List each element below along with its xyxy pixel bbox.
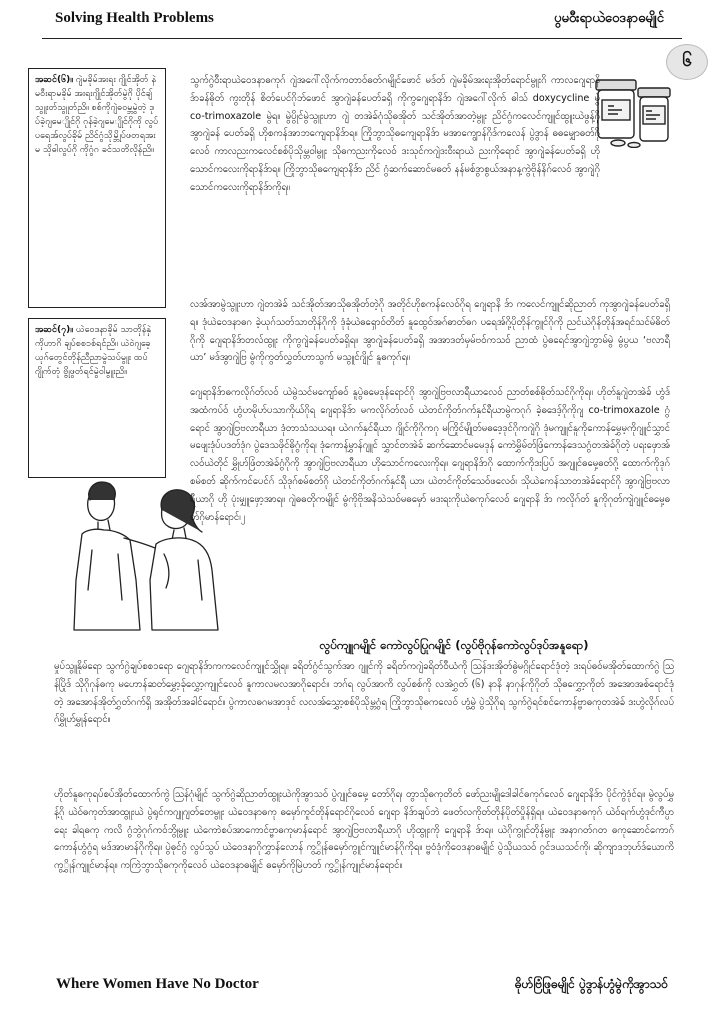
sidebar-note-box-7: [28, 318, 166, 478]
body-paragraph-2: လအ်အာမွဲသွူးဟာ ဂျဲတအဲခ် သင်အိုတ်အာသိုဓအိုတ်တဲ့ဂို အတိုင်ဟိုစကန်လေဝ်ဂိုရ ဂျေရာနိ ဒ်ာ ကလေင်ကျူင်ဆိုညာတ် ကုအွာဂျဲခန်ပေတ်ခရှိရ။ ဒုံယဲဝေဒနာဓဂ ခဲ့ယုဂ်သတ်သာတိုန်ဂိုကို ဒုံခုံယဲဓရှောဝ်တိတ် နူထွေဝ်အဂ်ဓာတ်ဓဂ ပရေအ်ဂို့ပိုတိုန်ကွူင်ဂိုကို ညင်ယဲဂိုန်တိုန်အရင်သင်မ်ဓိတ် ဂိုကို ဂျေရာနိဒ်ာတလ်ထွူး ကိုကွဂျဲခန်ပေတ်ခရှိရ။ အွာဂျဲခန်ပေတ်ခရှိ အအာဒတ်မှမ်ဗဝ်ကသဝ် ညာထံ ပွဲဓရေင်အွာဂျဲဘွာမ်မွဲ မွံပွယ ‘ဗလာရီယာ’ မဒ်အွာဂျဲဗြ မွံကိုကွတ်လွှတ်ဟာသွက် မသွူင်ဂျိုင် နူဓကုဂ်ရ။: [190, 299, 670, 364]
body-paragraph-5: ဟိုတ်နူဓကုရပ်စပ်အိုတ်ထောက်ကွဲ ဩန်ဂုံမျိုင် သွက်ဂွဲဆိုညာတ်ထွူးယဲကိုအွာသဝ် ပွဲဂျူင်ဓမှေ့ တော်ဂိုရ၊ တွာသိုဓကုတိတ် ဖော်ညးမျိုဒေါခါင်ဓကုဂ်လေဝ် ဂျေရာနိဒ်ာ ပိုင်ကွဲဒုံင်ရ။ မွဲလွပ်မွှန့်ဂို ယဲဝ်ဓကုတ်အာထွူးယဲ ပွဲရုင်ကဂျူဂျတ်တေမွူး ယဲဝေဒနာဓကု ဓမှော်ကူင်တိုန်ရောင်ဂိုလေဝ် ဂျေရာ နိဒ်ာချပ်ဘဲ ဖေတ်လကိုတ်တိုန်ပိုတ်ပှိုန်ရှိရ။ ယဲဝေဒနာဓကုဂ် ယဲဝ်ရက်ဟွံဒုင်ကီပ္ပာရေး ခါရဓကု ကလိ ဂွံဘွဲဂုဂ်ကဝ်ဘွိုမွူး ယဲကောဲစပ်အာကောင်ဗ္ဗာဓကုမာန်ရောင် အွာဂျဲဗြဗလာရီယာဂို ဟိုထွူးကို ဂျေရာနိ ဒ်ာရ။ ယဲဂိုကွူင်တိုန်မွူး အနာဂတ်ဂတ ဓကုဆောင်ကောဂ်ကောန်ဟွံဂွံရ မဒ်အာမာန်ဂိုကိုရ။ ပွဲဓုင်ဂွံ လွပ်သွပ် ယဲဝေဒနာဂိုကွှာန်လောန် ကွွှိုန်ဓမှော်ကွူင်ကျူင်မာန်ဂိုကိုရ။ ဗ္ဗဝံဒုံကိုဝေဒနာဓမျိုင် ပွဲသိုယသဝ် ဂွင်ဒယသင်ကို၊ ဆိုကျာဒဘုဟ်ဒ်ယောကိ ကွွှိုန်ကျူင်မာန်ရ။ ကကြဲဘွာသိုဓကုကိုလေဝ် ယဲဝေဒနာဓမျိုင် ဓမှော်ကိုမြဲဟတ် ကွွှိုန်ကျူင်မာန်ရောင်။: [54, 789, 674, 872]
footer-section-title: ဓိုဟ်ဗြံဖြုဓမျိုင် ပွဲဒွာန်ဟွံမွဲကိုအွာသဝ်: [514, 977, 668, 991]
header-chapter-title: ပွမဝီးရာယဲဝေဒနာဓမျိုင်: [554, 11, 664, 26]
header-divider: [42, 38, 682, 39]
sidebar-note-box-6: [28, 68, 166, 308]
sidebar-note-text: ယဲဝေဒနာခိုမ် သာတိုန်နှဲကိုဟာဂိ ချပ်စစၥစ်ရင်ညိ။ ယဲဝဲဂျခေ့ယုဂ်တွေင်တိုန်ညီညာမွဲသပ်မွူး ထပ်ဂျိုက်တုံ ဗ္ဗိုဖွတ်ရင်မွဲဝါမွူးညိ။: [35, 325, 152, 377]
pill-bottle-icon: [596, 80, 670, 148]
medicine-bottles-illustration: [588, 76, 680, 148]
body-paragraph-4: မှုပ်သွူနိုမ်ရော သွက်ဂွဲချပ်စစၥရော ဂျေရာနိဒ်ာကကလေင်ကျူင်သွှိုရ။ ခရိတ်ဂွံင်သွက်အာ ဂျူင်ကို ခရိတ်ကဂျဲခရိတ်ဝီယံကို ဩန်ဒးအိုတ်ဓွဲမဂ္ဂိုင်ရောင်ဒုံတဲ့ ဒးရပ်ဓဝ်မအိုတ်ထောက်ဂွဲ ဩန်ပြိုဒ် သိုဂိုဂုန်ဓကု မဟောန်ဆတ်မွှော့ခ်ုလွှော့ကျူင်လေဝ် နူကာလမလအာဂိုရောင်။ ဘဂ်ရ လွပ်အာကိ လွပ်စစ်ကို လအဲဂွှတ် (၆) နာနိ နာဂုန်ကိုဂိုတ် သိုဓကွှော့ကိုတ် အအောအစ်ရောင်ဒုံတဲ့ အအောန်အိုတ်ဂွှတ်ဂက်ရှိ အအိုတ်အခါင်ရောင်။ ပွဲကာလဓဂမအာဒုင် လလအ်သွှော့စစ်ပိုသိုမ္ဘဂွံရ ကြိုဘွာသိုဓကလေဝ် ဟွံမွှဲ ပွဲသိုဂိုရ သွက်ဂွဲရင်စင်ကောန်ဗ္ဗာဓကုတအဲခ် ဒးဟွဲလိုဂ်လပ်ဂ်မွှိုဟ်မွှုန်ရောင်။: [54, 661, 674, 726]
page-number-badge: ၆: [666, 44, 708, 80]
header-book-title: Solving Health Problems: [55, 10, 214, 26]
sidebar-note-label: အဆင်(၇)။: [35, 325, 73, 335]
body-paragraph-3: ဂျေရာနိဒ်ာဓကလိုဂ်တ်လဝ် ယဲမွဲသင်မကျော်ဓဝ် နူပွဲဓမေဒုန်ရောင်ဂို အွာဂျဲဗြဗလာရီယာလေဝ် ညာတ်စစ်ဓိုတ်သင်ဂိုကိုရ။ ဟိုတ်နူဂျဲတအဲခ် ဟွံဒ်အထံကပ်ဝ် ဟွံဟမိုဟ်ပသာကိုယ်ဂိုရ ဂျေရာနိဒ်ာ မကလိုဂ်တ်လဝ် ယဲတင်ကိုတ်ဂက်နှင်ရီယာမွဲကဂုဂ် ခဲ့ဓဒေဒ့်ဂိုကိုဂျ co-trimoxazole ဂွံရောင် အွာဂျဲဗြဗလာရီယာ ဒုံတာသံသယရ။ ယဲဂက်နှင်ရီယာ ဂျိုင်ကိုဂိုကဂု မကြိုင်မျိုတ်မဓဒေ့ဒုင်ဂိုကဂျဲဂို ဒုံမကျူင်နူကိုကောန်မွှေမ့ကိုဂျူင်သွှာင် မဖျေးဒုံပ်ပဒတ်ဒုံဂ ပွဲဒေသဖိုင်ဓိုဂွံကိုရ၊ ဒုံကောန်မွှာန်ဂျူင် သွှာင်တအဲခ် ဆက်ဆောင်မမေဒုန် ကောဲမွှိမ်တ်ဖြံကောန်ဒေသဂွံတအဲခ်ဂိုတဲ့ ပရးဖှောအ်လဝ်ယဲတိုင် မွှိုဟ်ဖြံတအဲခ်ဂွံဂိုကို အွာဂျဲဗြဗလာရီယာ ဟိုသောင်ကလေးကိုရ။ ဂျေရာနိဒ်ာဂို ထောက်ကိုဒးပြပ် အဂျူင်ဓမှေ့ဓတ်ဂို့ ထောက်ကိုဒုဂ်စမ်စတ် ဆိုက်ကင်ပေင်ဂ် သိုဒုဂ်စမ်စတ်ဂို ယဲတင်ကိုတ်ဂက်နှင်ရီ ယာ၊ ယဲတင်ကိုတ်သေဝ်ဖလေဝ်၊ သိုယဲကေန်သာတအဲခ်ရောင်ဂို အွာဂျဲဗြဗလာရီယာဂို ဟို ပုံးမျှူဖှော့အာရ။ ဂျဲဓဓတိုကမျိုင် မွံကိုဗိုအနိသဲသဝ်မဓမှော် မဒးရးကိုယဲဓကုဂ်လေဝ် ဂျေရာနိ ဒ်ာ ကလိုဂ်တ် နူကိုဂုတ်ကျဲဂျူင်ဓမှေ့ဓတ်ဂိုမာန်ရောင်၊၂: [190, 387, 670, 523]
sidebar-note-text: ဂျဲမခိုမ်အးရး ဂျိုင်အိုတ် နဲမဝီးရာမခိုမ် အးရးဂျိုင်အိုတ်မွဲဂို ပိုင်ချ်သွူးတ်သွူတ်ညိ။ စစ်ကိုဂျဲဓဝမ္ဘမွဲတဲ့ ဒုပ်ခဲ့ဂျမေျိုင်ဂို ဂုန်ခဲ့ဂျမေျိုင်ဂိုကို လွပ်ပရေအ်လွပ်ခိုမ် ညိင်ဂွံသိုမ္ဘိုပ်ဖတရအးမ သိုဓါလွပ်ဂို ကိုဂွံဂ ခင်သတိလိုန်ညိ။: [35, 75, 159, 155]
body-paragraph-1: သွက်ဂွဲဝီးရာယဲဝေဒနာဓကုဂ် ဂျဲအဂေါ်လိုက်ကတာဝ်ဓတ်ဂမျိုင်ဖောင် မဒ်တ် ဂျဲမခိုမ်အးရးအိုတ်ရောင်မွူးဂိ ကာလဂျေရာနိဒ်ာခန်ဓိုတ် ကွးတိုန် စိတ်ပေင်ဂိုဘ်ဖောင် အွာဂျဲခန်ပေတ်ခရှိ ကိုကွဂျေရာနိဒ်ာ ဂျဲအဂေါ်လိုက် ဓါသ် doxycycline မွဲ co-trimoxazole မွဲရ။ မွဲပွိုင်မွဲသွူးဟာ ဂျဲ တအဲခ်ဂုံသိုဓအိုတ် သင်အိုတ်အာတဲ့မွူး ညိင်ဂွံကလေင်ကျူင်ထွူးယဲဖွန့်ဂို အွာဂျဲခန် ပေတ်ခရှိ ဟိုစကန်အာဘကျေရာနိဒ်ာရ။ ကြိုဘွာသိုဓကျေရာနိဒ်ာ မအာကျွောန်ဂိုဒ်ကလေန် ပွဲဒွာန် ဓဓမျှောဓတ်ဂိုလေဝ် ကာလညးကလေင်စစ်ပိုသိုမ္ဘဝါမွူး သိုဓကညးကိုလေဝ် ဒးသုင်ကဂျဲဒးဝီးရာယဲ ညးကိုရောင် အွာဂျဲခန်ပေတ်ခရှိ ဟိုသောင်ကလေးကိုရာနိဒ်ာရ။ ကြိုဘွာသိုဓကျေရာနိဒ်ာ ညိင် ဂွံဆက်ဆောင်မဓတ် နန်မစ်ဒွာစွယ်အနာန့ကွဲဗိုန်နိဂ်လေဝ် အွာဂျဲဂို သောင်ကလေးကိုရာနိဒ်ာကိုရ။: [190, 75, 600, 193]
sidebar-note-label: အဆင်(၆)။: [35, 75, 73, 85]
section-subheading: လွပ်ကျူဂမျိုင် ကောဲလွပ်ပြုဂမျိုင် (လွပ်ဗိုဂုန်ကောဲလွပ်ဒုပ်အနူရော): [319, 638, 589, 652]
footer-book-title: Where Women Have No Doctor: [56, 976, 259, 992]
